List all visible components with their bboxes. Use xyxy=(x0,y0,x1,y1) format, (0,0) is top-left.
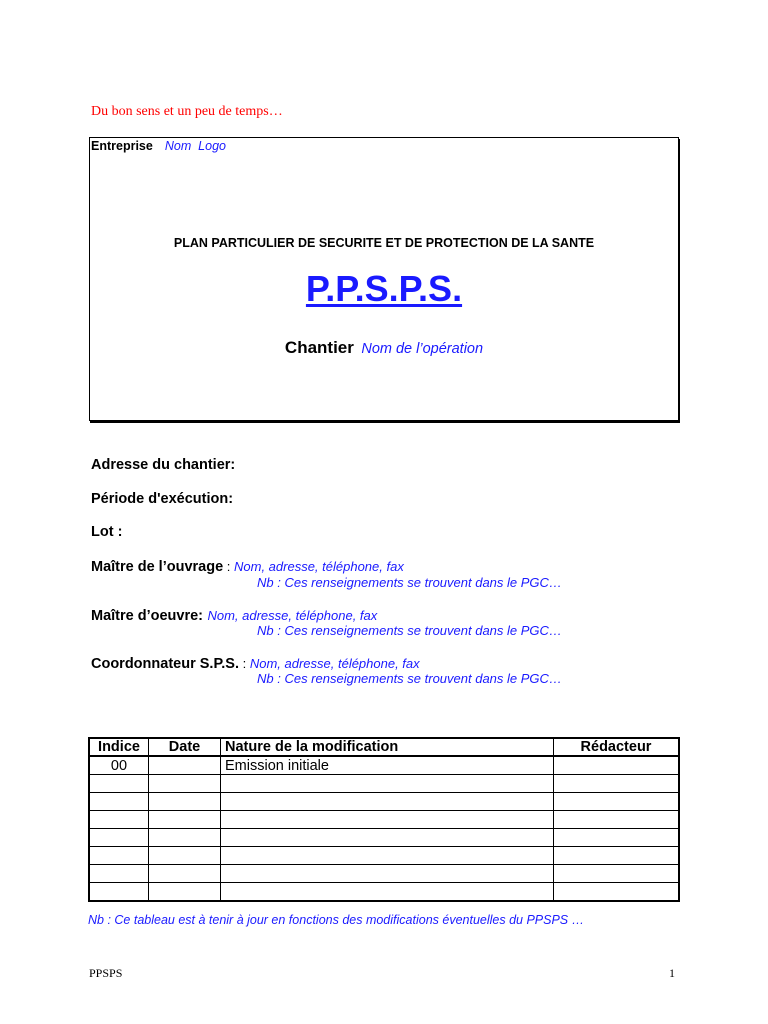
cell-indice xyxy=(89,865,149,883)
maitre-oeuvre-value: Nom, adresse, téléphone, fax xyxy=(207,608,378,623)
table-row xyxy=(89,756,679,775)
cell-redacteur xyxy=(554,829,680,847)
cell-indice xyxy=(89,775,149,793)
cell-indice xyxy=(89,847,149,865)
table-note: Nb : Ce tableau est à tenir à jour en fonctions des modifications éventuelles du PPSPS … xyxy=(88,913,585,927)
maitre-ouvrage-row xyxy=(91,558,404,576)
cell-redacteur xyxy=(554,811,680,829)
cell-redacteur xyxy=(554,775,680,793)
cell-indice xyxy=(89,811,149,829)
cell-redacteur xyxy=(554,847,680,865)
header-indice: Indice xyxy=(89,738,149,756)
header-nature: Nature de la modification xyxy=(221,738,554,756)
cell-date xyxy=(149,847,221,865)
cell-date xyxy=(149,811,221,829)
cell-date xyxy=(149,883,221,902)
cell-nature xyxy=(221,811,554,829)
entreprise-label: Entreprise xyxy=(91,139,153,153)
chantier-value: Nom de l’opération xyxy=(361,341,484,357)
entreprise-value: Nom Logo xyxy=(164,139,226,153)
cell-redacteur xyxy=(554,756,680,775)
table-row xyxy=(89,775,679,793)
lot-label: Lot : xyxy=(91,524,123,540)
table-row xyxy=(89,793,679,811)
tagline: Du bon sens et un peu de temps… xyxy=(91,104,283,119)
maitre-ouvrage-separator: : xyxy=(223,559,234,574)
table-row xyxy=(89,865,679,883)
chantier-row xyxy=(89,338,679,358)
cell-nature: Emission initiale xyxy=(221,756,554,775)
cell-date xyxy=(149,793,221,811)
cell-indice xyxy=(89,829,149,847)
plan-title: PLAN PARTICULIER DE SECURITE ET DE PROTECTION DE LA SANTE xyxy=(173,236,595,250)
coordonnateur-label: Coordonnateur S.P.S. xyxy=(91,656,239,672)
table-row xyxy=(89,811,679,829)
entreprise-row xyxy=(91,139,226,153)
ppsps-title: P.P.S.P.S. xyxy=(305,268,463,309)
table-row xyxy=(89,847,679,865)
maitre-ouvrage-label: Maître de l’ouvrage xyxy=(91,559,224,575)
table-row xyxy=(89,883,679,902)
maitre-ouvrage-value: Nom, adresse, téléphone, fax xyxy=(234,559,404,574)
cell-indice: 00 xyxy=(89,756,149,775)
cell-date xyxy=(149,756,221,775)
maitre-oeuvre-note: Nb : Ces renseignements se trouvent dans le PGC… xyxy=(257,623,562,638)
periode-label: Période d'exécution: xyxy=(91,491,234,507)
cell-nature xyxy=(221,865,554,883)
coordonnateur-value: Nom, adresse, téléphone, fax xyxy=(249,656,420,671)
cell-redacteur xyxy=(554,793,680,811)
cell-indice xyxy=(89,793,149,811)
cell-redacteur xyxy=(554,883,680,902)
cell-nature xyxy=(221,847,554,865)
page-number: 1 xyxy=(669,966,675,980)
cell-nature xyxy=(221,775,554,793)
cell-indice xyxy=(89,883,149,902)
footer-title: PPSPS xyxy=(89,966,123,980)
cell-nature xyxy=(221,883,554,902)
maitre-ouvrage-note: Nb : Ces renseignements se trouvent dans le PGC… xyxy=(257,575,562,590)
chantier-label: Chantier xyxy=(284,338,354,357)
revision-table-header xyxy=(89,738,679,756)
adresse-label: Adresse du chantier: xyxy=(91,457,236,473)
coordonnateur-note: Nb : Ces renseignements se trouvent dans le PGC… xyxy=(257,671,562,686)
revision-table xyxy=(88,737,680,902)
cell-date xyxy=(149,775,221,793)
header-date: Date xyxy=(149,738,221,756)
header-redacteur: Rédacteur xyxy=(554,738,680,756)
cell-nature xyxy=(221,793,554,811)
maitre-oeuvre-label: Maître d’oeuvre: xyxy=(91,608,203,624)
cell-nature xyxy=(221,829,554,847)
table-row xyxy=(89,829,679,847)
cell-date xyxy=(149,865,221,883)
cell-date xyxy=(149,829,221,847)
coordonnateur-separator: : xyxy=(238,656,250,671)
cell-redacteur xyxy=(554,865,680,883)
